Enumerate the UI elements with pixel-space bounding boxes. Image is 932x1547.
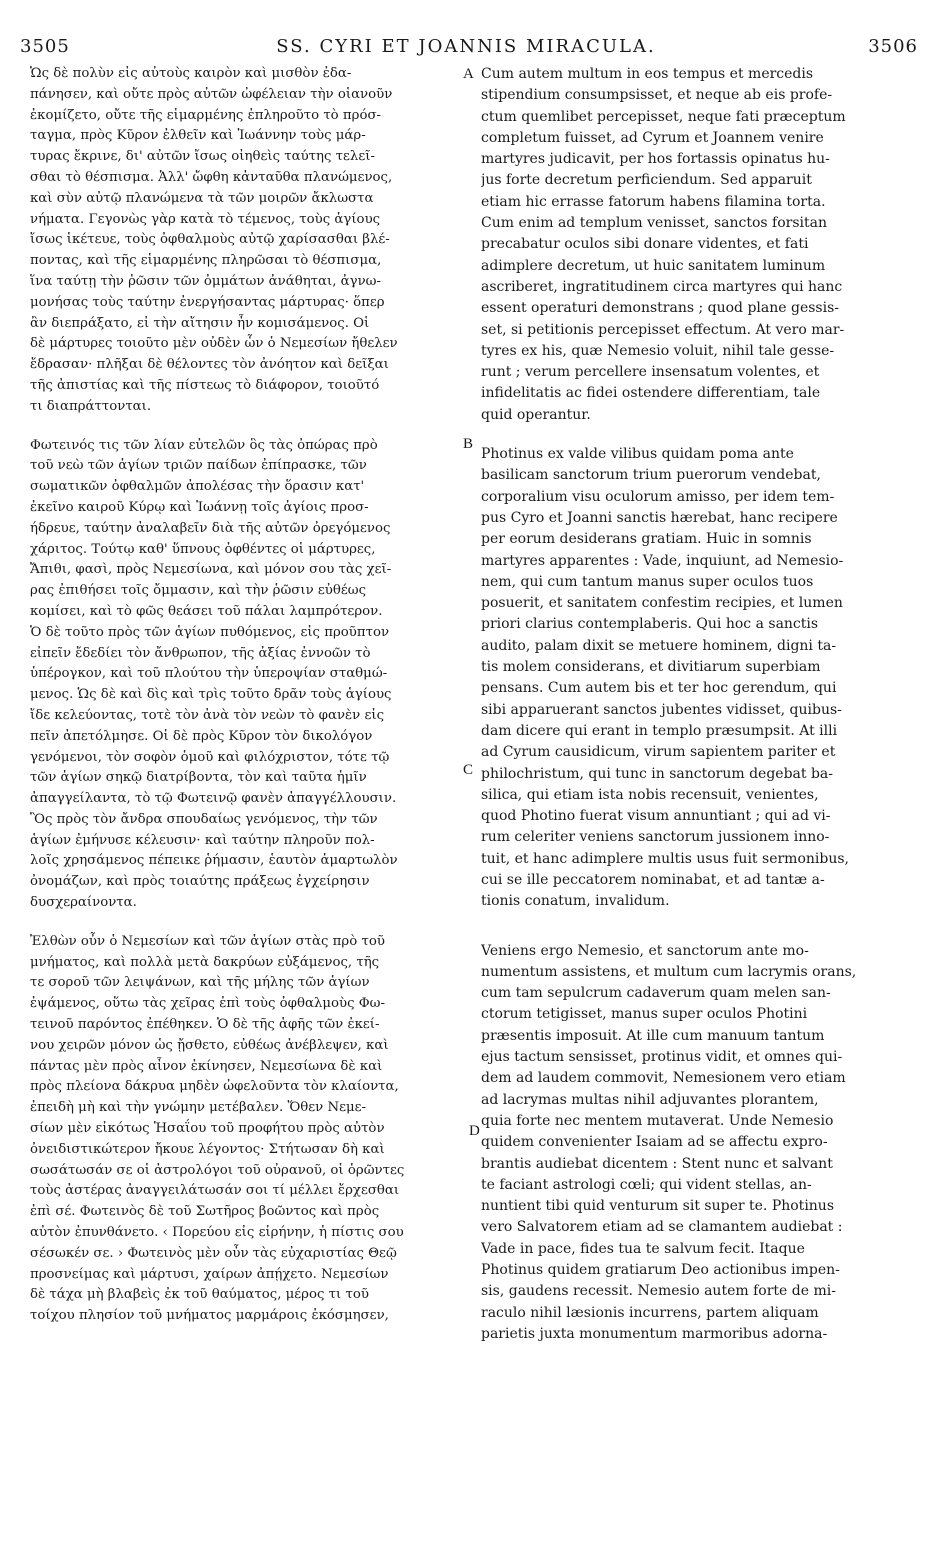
text-line: quidem convenienter Isaiam ad se affectu expro- <box>481 1134 828 1151</box>
text-line: pus Cyro et Joanni sanctis hærebat, hanc recipere <box>481 509 838 526</box>
text-line: ἐψάμενος, οὕτω τὰς χεῖρας ἐπὶ τοὺς ὀφθαλμοὺς Φω- <box>30 996 386 1012</box>
text-line: jus forte decretum perficiendum. Sed apparuit <box>481 172 812 189</box>
text-line: precabatur oculos sibi donare videntes, et fati <box>481 236 809 253</box>
text-line: τεινοῦ παρόντος ἐπέθηκεν. Ὁ δὲ τῆς ἁφῆς τῶν ἐκεί- <box>30 1017 380 1033</box>
text-line: cum tam sepulcrum cadaverum quam melen san- <box>481 985 831 1002</box>
text-line: αὐτὸν ἐπυνθάνετο. ‹ Πορεύου εἰς εἰρήνην, ἡ πίστις σου <box>30 1225 404 1241</box>
text-line: ὀνομάζων, καὶ πρὸς τοιαύτης πράξεως ἐγχείρησιν <box>30 874 370 890</box>
text-line: Φωτεινός τις τῶν λίαν εὐτελῶν ὃς τὰς ὀπώρας πρὸ <box>30 437 378 453</box>
text-line: pensans. Cum autem bis et ter hoc gerendum, qui <box>481 680 837 697</box>
page-number-right: 3506 <box>868 36 918 57</box>
text-line: μνήματος, καὶ πολλὰ μετὰ δακρύων εὐξάμενος, τῆς <box>30 954 380 970</box>
text-line: basilicam sanctorum trium puerorum vendebat, <box>481 467 821 484</box>
text-line: ὀνειδιστικώτερον ἤκουε λέγοντος· Στήτωσαν δὴ καὶ <box>30 1141 385 1157</box>
text-line: dem ad laudem commovit, Nemesionem vero etiam <box>481 1070 846 1087</box>
text-line: Ὃς πρὸς τὸν ἄνδρα σπουδαίως γενόμενος, τὴν τῶν <box>30 811 378 827</box>
latin-paragraph-1 <box>481 64 921 426</box>
text-line: ἔδρασαν· πλῆξαι δὲ θέλοντες τὸν ἀνόητον καὶ δεῖξαι <box>30 357 389 373</box>
page-number-left: 3505 <box>20 36 70 57</box>
text-line: καὶ σὺν αὐτῷ πλανώμενα τὰ τῶν μοιρῶν ἄκλωστα <box>30 190 374 206</box>
text-line: ctorum tetigisset, manus super oculos Photini <box>481 1006 808 1023</box>
text-line: Cum autem multum in eos tempus et mercedis <box>481 66 814 82</box>
text-line: dam dicere qui erant in templo præsumpsit. At illi <box>481 722 838 739</box>
text-line: Ἄπιθι, φασὶ, πρὸς Νεμεσίωνα, καὶ μόνον σου τὰς χεῖ- <box>30 562 392 578</box>
text-line: parietis juxta monumentum marmoribus adorna- <box>481 1325 828 1342</box>
text-line: τοὺς ἀστέρας ἀναγγειλάτωσάν σοι τί μέλλει ἔρχεσθαι <box>30 1183 400 1199</box>
text-line: λοῖς χρησάμενος πέπεικε ῥήμασιν, ἑαυτὸν ἁμαρτωλὸν <box>30 853 398 869</box>
text-line: νήματα. Γεγονὼς γὰρ κατὰ τὸ τέμενος, τοὺς ἁγίους <box>30 211 381 227</box>
text-line: audito, palam dixit se metuere hominem, digni ta- <box>481 637 837 654</box>
text-line: priori clarius contemplaberis. Qui hoc a sanctis <box>481 616 819 633</box>
text-line: ρας ἐπιθήσει τοῖς ὄμμασιν, καὶ τὴν ῥῶσιν εὐθέως <box>30 583 367 599</box>
text-line: τοῦ νεὼ τῶν ἁγίων τριῶν παίδων ἐπίπρασκε, τῶν <box>30 458 367 474</box>
text-line: Cum enim ad templum venisset, sanctos forsitan <box>481 215 827 232</box>
text-line: sis, gaudens recessit. Nemesio autem forte de mi- <box>481 1283 836 1300</box>
text-line: ἴδε κελεύοντας, τοτὲ τὸν ἀνὰ τὸν νεὼν τὸ φανὲν εἰς <box>30 707 385 723</box>
text-line: Ὡς δὲ πολὺν εἰς αὐτοὺς καιρὸν καὶ μισθὸν ἐδα- <box>30 66 352 81</box>
text-line: ἴσως ἱκέτευε, τοὺς ὀφθαλμοὺς αὐτῷ χαρίσασθαι βλέ- <box>30 232 390 248</box>
text-line: ταγμα, πρὸς Κῦρον ἐλθεῖν καὶ Ἰωάννην τοὺς μάρ- <box>30 128 366 144</box>
text-line: Veniens ergo Nemesio, et sanctorum ante mo- <box>481 942 809 959</box>
text-line: martyres apparentes : Vade, inquiunt, ad Nemesio- <box>481 552 844 569</box>
text-line: stipendium consumpsisset, et neque ab eis profe- <box>481 87 833 104</box>
text-line: set, si petitionis percepisset effectum. At vero mar- <box>481 321 845 338</box>
text-line: philochristum, qui tunc in sanctorum degebat ba- <box>481 765 833 782</box>
text-line: Ὁ δὲ τοῦτο πρὸς τῶν ἁγίων πυθόμενος, εἰς προῦπτον <box>30 624 390 640</box>
text-line: brantis audiebat dicentem : Stent nunc et salvant <box>481 1155 833 1172</box>
text-line: quid operantur. <box>481 406 591 423</box>
text-line: adimplere decretum, ut huic sanitatem luminum <box>481 257 826 274</box>
margin-marker-c: C <box>463 762 474 778</box>
text-line: σέσωκέν σε. › Φωτεινὸς μὲν οὖν τὰς εὐχαριστίας Θεῷ <box>30 1245 397 1261</box>
text-line: numentum assistens, et multum cum lacrymis orans, <box>481 963 857 980</box>
text-line: nem, qui cum tantum manus super oculos tuos <box>481 573 814 590</box>
latin-paragraph-3 <box>481 941 921 1346</box>
text-line: μονήσας τοὺς ταύτην ἐνεργήσαντας μάρτυρας· ὅπερ <box>30 294 385 310</box>
greek-paragraph-3 <box>30 932 460 1327</box>
page-header <box>0 0 932 70</box>
text-line: γενόμενοι, τὸν σοφὸν ὁμοῦ καὶ φιλόχριστον, τότε τῷ <box>30 749 390 765</box>
text-line: ὑπέρογκον, καὶ τοῦ πλούτου τὴν ὑπεροψίαν σταθμώ- <box>30 666 388 682</box>
text-line: χάριτος. Τούτῳ καθ' ὕπνους ὀφθέντες οἱ μάρτυρες, <box>30 541 376 557</box>
text-line: ἐκομίζετο, οὔτε τῆς εἱμαρμένης ἐπληροῦτο τὸ πρόσ- <box>30 107 382 123</box>
latin-column <box>481 64 921 1539</box>
text-line: τι διαπράττονται. <box>30 398 152 414</box>
latin-paragraph-2 <box>481 444 921 913</box>
text-line: ascriberet, ingratitudinem circa martyres qui hanc <box>481 278 843 295</box>
text-line: σωματικῶν ὀφθαλμῶν ἀπολέσας τὴν ὅρασιν κατ' <box>30 479 365 495</box>
text-line: te faciant astrologi cœli; qui vident stellas, an- <box>481 1176 812 1193</box>
running-title: SS. CYRI ET JOANNIS MIRACULA. <box>276 36 656 57</box>
text-line: ἂν διεπράξατο, εἰ τὴν αἴτησιν ἦν κομισάμενος. Οἱ <box>30 315 370 331</box>
text-line: ad Cyrum causidicum, virum sapientem pariter et <box>481 744 836 761</box>
text-line: Vade in pace, fides tua te salvum fecit. Itaque <box>481 1240 805 1257</box>
text-line: κομίσει, καὶ τὸ φῶς θεάσει τοῦ πάλαι λαμπρότερον. <box>30 603 383 619</box>
text-line: Photinus ex valde vilibus quidam poma ante <box>481 446 794 463</box>
margin-marker-b: B <box>463 436 474 452</box>
text-line: tyres ex his, quæ Nemesio voluit, nihil tale gesse- <box>481 342 835 359</box>
text-line: completum fuisset, ad Cyrum et Joannem venire <box>481 129 824 146</box>
text-line: quod Photino fuerat visum annuntiant ; qui ad vi- <box>481 808 831 825</box>
margin-marker-a: A <box>463 66 474 82</box>
text-line: τῶν ἁγίων σηκῷ διατρίβοντα, τὸν καὶ ταῦτα ἡμῖν <box>30 770 367 786</box>
greek-paragraph-1 <box>30 64 460 418</box>
text-line: δὲ μάρτυρες τοιοῦτο μὲν οὐδὲν ὧν ὁ Νεμεσίων ἤθελεν <box>30 336 398 352</box>
text-line: σωσάτωσάν σε οἱ ἀστρολόγοι τοῦ οὐρανοῦ, οἱ ὁρῶντες <box>30 1162 405 1178</box>
text-line: posuerit, et sanitatem confestim recipies, et lumen <box>481 595 843 612</box>
text-line: quia forte nec mentem mutaverat. Unde Nemesio <box>481 1112 834 1129</box>
text-line: per eorum desiderans gratiam. Huic in somnis <box>481 531 812 548</box>
text-line: corporalium visu oculorum amisso, per idem tem- <box>481 488 835 505</box>
text-line: tis molem considerans, et divitiarum superbiam <box>481 659 821 676</box>
text-line: ποντας, καὶ τῆς εἱμαρμένης πληρῶσαι τὸ θέσπισμα, <box>30 253 382 269</box>
text-line: ἐπειδὴ μὴ καὶ τὴν γνώμην μετέβαλεν. Ὅθεν Νεμε- <box>30 1100 367 1116</box>
text-line: ad lacrymas multas nihil adjuvantes plorantem, <box>481 1091 819 1108</box>
text-line: infidelitatis ac fidei ostendere differentiam, tale <box>481 385 821 402</box>
text-line: etiam hic errasse fatorum habens filamina torta. <box>481 193 826 210</box>
text-line: πάντας μὲν πρὸς αἶνον ἐκίνησεν, Νεμεσίωνα δὲ καὶ <box>30 1058 383 1074</box>
text-line: σίων μὲν εἰκότως Ἡσαΐου τοῦ προφήτου πρὸς αὐτὸν <box>30 1121 385 1137</box>
text-line: τοίχου πλησίον τοῦ μνήματος μαρμάροις ἐκόσμησεν, <box>30 1308 389 1324</box>
text-line: silica, qui etiam ista nobis recensuit, venientes, <box>481 786 819 803</box>
text-line: vero Salvatorem etiam ad se clamantem audiebat : <box>481 1219 843 1236</box>
text-line: essent operaturi demonstrans ; quod plane gessis- <box>481 300 840 317</box>
text-line: ctum quemlibet percepisset, neque fati præceptum <box>481 108 846 125</box>
text-line: πάνησεν, καὶ οὔτε πρὸς αὐτῶν ὠφέλειαν τὴν οἱανοῦν <box>30 86 393 102</box>
text-line: ἐπὶ σέ. Φωτεινὸς δὲ τοῦ Σωτῆρος βοῶντος καὶ πρὸς <box>30 1204 380 1220</box>
text-line: ἐκεῖνο καιροῦ Κύρῳ καὶ Ἰωάννῃ τοῖς ἁγίοις προσ- <box>30 499 369 515</box>
text-line: πρὸς πλείονα δάκρυα μηδὲν ὠφελοῦντα τὸν κλαίοντα, <box>30 1079 399 1095</box>
text-line: ἀπαγγείλαντα, τὸ τῷ Φωτεινῷ φανὲν ἀπαγγέλλουσιν. <box>30 791 397 807</box>
text-line: Photinus quidem gratiarum Deo actionibus impen- <box>481 1262 840 1279</box>
text-line: τῆς ἀπιστίας καὶ τῆς πίστεως τὸ διάφορον, τοιοῦτό <box>30 377 380 393</box>
text-line: sibi apparuerant sanctos jubentes vidisset, quibus- <box>481 701 842 718</box>
text-line: rum celeriter veniens sanctorum jussionem inno- <box>481 829 830 846</box>
text-line: δυσχεραίνοντα. <box>30 895 137 911</box>
text-line: ήδρευε, ταύτην ἀναλαβεῖν διὰ τῆς αὐτῶν ὀρεγόμενος <box>30 520 391 536</box>
text-line: cui se ille peccatorem nominabat, et ad tantæ a- <box>481 871 825 888</box>
text-line: προσνείμας καὶ μάρτυσι, χαίρων ἀπῄχετο. Νεμεσίων <box>30 1266 389 1282</box>
text-line: δὲ τάχα μὴ βλαβεὶς ἐκ τοῦ θαύματος, μέρος τι τοῦ <box>30 1287 369 1303</box>
text-line: τυρας ἔκρινε, δι' αὐτῶν ἴσως οἰηθεὶς ταύτης τελεῖ- <box>30 149 375 165</box>
text-line: ἵνα ταύτῃ τὴν ῥῶσιν τῶν ὀμμάτων ἀνάθηται, ἀγνω- <box>30 273 382 289</box>
text-line: πεῖν ἀπετόλμησε. Οἱ δὲ πρὸς Κῦρον τὸν δικολόγον <box>30 728 373 744</box>
greek-paragraph-2 <box>30 436 460 914</box>
text-line: Ἐλθὼν οὖν ὁ Νεμεσίων καὶ τῶν ἁγίων στὰς πρὸ τοῦ <box>30 933 385 949</box>
margin-marker-d: D <box>469 1123 480 1139</box>
text-line: præsentis imposuit. At ille cum manuum tantum <box>481 1027 825 1044</box>
text-line: σθαι τὸ θέσπισμα. Ἀλλ' ὤφθη κἀνταῦθα πλανώμενος, <box>30 169 393 185</box>
text-line: μενος. Ὡς δὲ καὶ δὶς καὶ τρὶς τοῦτο δρᾶν τοὺς ἁγίους <box>30 687 392 703</box>
text-line: νου χειρῶν μόνον ὡς ᾔσθετο, εὐθέως ἀνέβλεψεν, καὶ <box>30 1037 389 1053</box>
text-line: martyres judicavit, per hos fortassis opinatus hu- <box>481 151 830 168</box>
text-line: raculo nihil læsionis incurrens, partem aliquam <box>481 1304 819 1321</box>
text-line: nuntient tibi quid venturum sit super te. Photinus <box>481 1198 835 1215</box>
text-line: tionis conatum, invalidum. <box>481 893 670 910</box>
text-line: τε σοροῦ τῶν λειψάνων, καὶ τῆς μήλης τῶν ἁγίων <box>30 975 370 991</box>
text-line: εἰπεῖν ἔδεδίει τὸν ἄνθρωπον, τῆς ἀξίας ἐννοῶν τὸ <box>30 645 371 661</box>
text-line: ejus tactum sensisset, protinus vidit, et omnes qui- <box>481 1049 843 1066</box>
text-line: ἁγίων ἐμήνυσε κέλευσιν· καὶ ταύτην πληροῦν πολ- <box>30 832 375 848</box>
greek-column <box>30 64 460 1539</box>
text-line: runt ; verum percellere insensatum volentes, et <box>481 364 820 381</box>
text-line: tuit, et hanc adimplere multis usus fuit sermonibus, <box>481 850 849 867</box>
